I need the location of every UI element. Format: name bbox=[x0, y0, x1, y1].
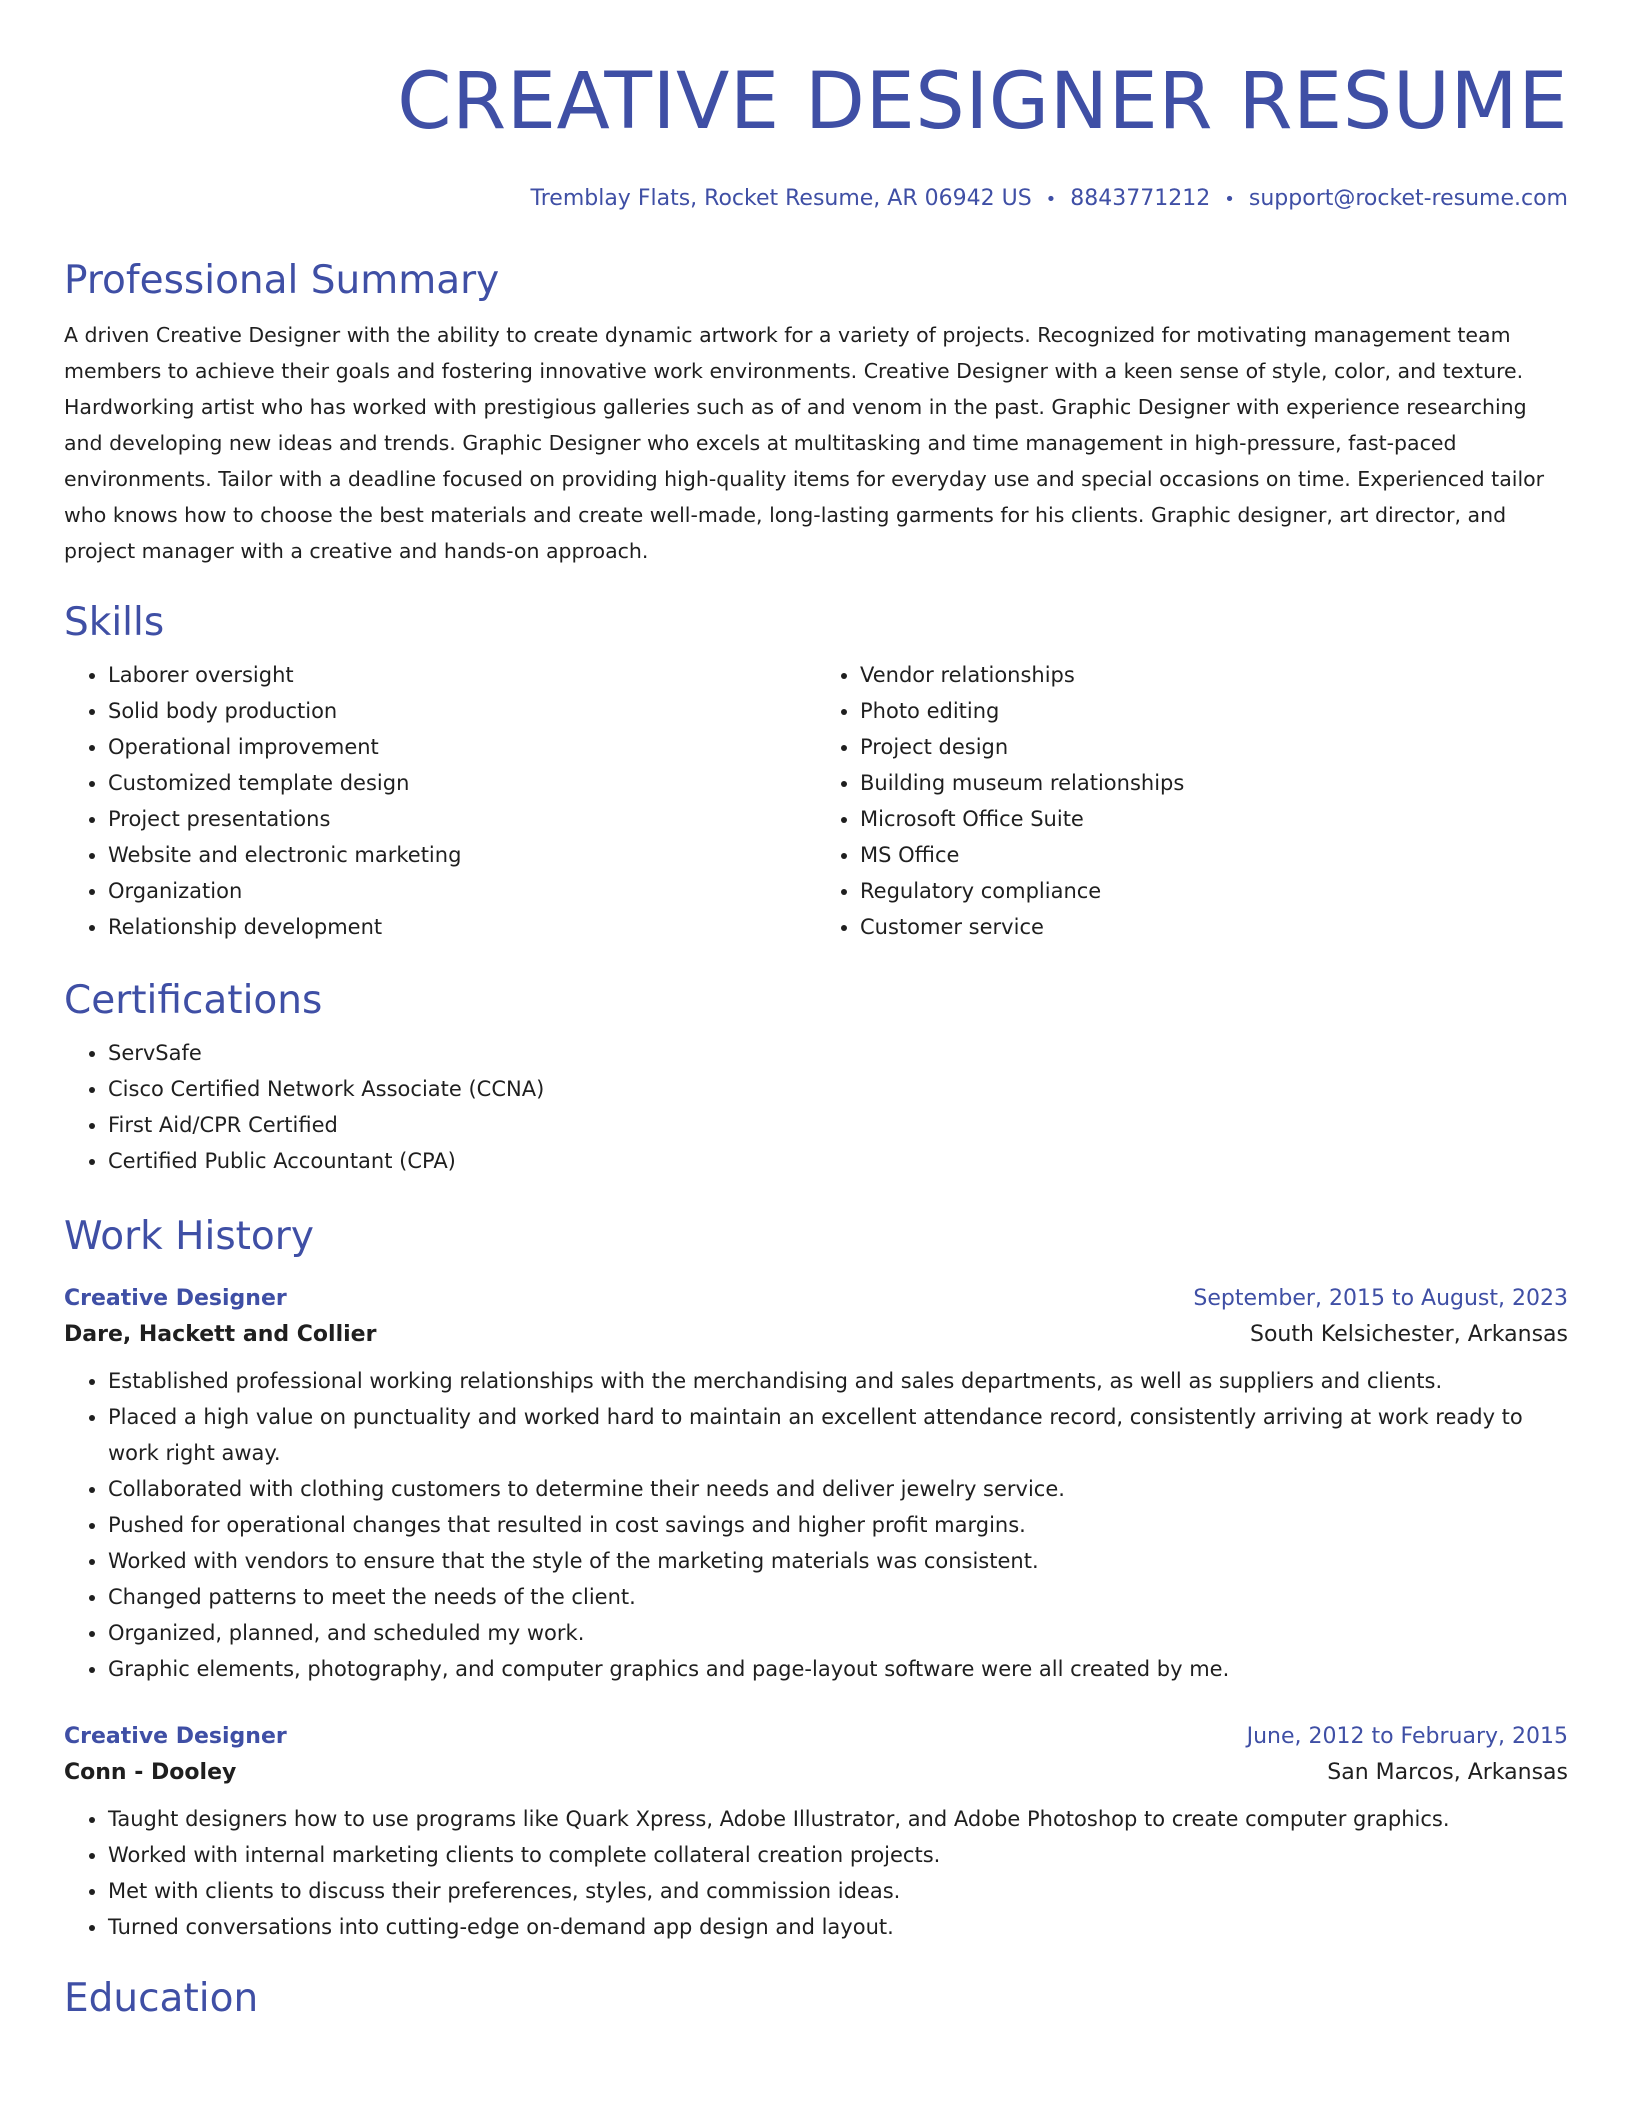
skills-list-left bbox=[64, 657, 816, 945]
job-company: Conn - Dooley bbox=[64, 1760, 237, 1785]
summary-text: A driven Creative Designer with the ability to create dynamic artwork for a variety of projects. Recognized for motivating management team members to achieve their goals and fostering innovative work environments. Creative Designer with a keen sense of style, color, and texture. Hardworking artist who has worked with prestigious galleries such as of and venom in the past. Graphic Designer with experience researching and developing new ideas and trends. Graphic Designer who excels at multitasking and time management in high-pressure, fast-paced environments. Tailor with a deadline focused on providing high-quality items for everyday use and special occasions on time. Experienced tailor who knows how to choose the best materials and create well-made, long-lasting garments for his clients. Graphic designer, art director, and project manager with a creative and hands-on approach. bbox=[64, 323, 1545, 563]
contact-separator: • bbox=[1045, 189, 1057, 210]
job-bullet: • Changed patterns to meet the needs of the client. bbox=[108, 1579, 1568, 1615]
resume-title: CREATIVE DESIGNER RESUME bbox=[397, 57, 1568, 147]
skill-item: • Project presentations bbox=[108, 801, 816, 837]
job-bullet: • Placed a high value on punctuality and worked hard to maintain an excellent attendance record, consistently arriving at work ready to work right away. bbox=[108, 1399, 1568, 1471]
job-entry bbox=[64, 1719, 1568, 1945]
job-bullet: • Organized, planned, and scheduled my work. bbox=[108, 1615, 1568, 1651]
skills-list-right bbox=[816, 657, 1568, 945]
skill-item: • Vendor relationships bbox=[860, 657, 1568, 693]
job-company-row bbox=[64, 1755, 1568, 1791]
skill-item: • Solid body production bbox=[108, 693, 816, 729]
skill-item: • Operational improvement bbox=[108, 729, 816, 765]
job-dates: June, 2012 to February, 2015 bbox=[1246, 1724, 1568, 1749]
job-bullet: • Worked with vendors to ensure that the style of the marketing materials was consistent. bbox=[108, 1543, 1568, 1579]
skill-item: • Regulatory compliance bbox=[860, 873, 1568, 909]
job-bullet: • Taught designers how to use programs like Quark Xpress, Adobe Illustrator, and Adobe Photoshop to create computer graphics. bbox=[108, 1801, 1568, 1837]
section-title-summary: Professional Summary bbox=[64, 258, 500, 303]
resume-header bbox=[64, 0, 1568, 215]
job-title-row bbox=[64, 1719, 1568, 1755]
contact-line bbox=[64, 184, 1568, 215]
job-bullet: • Pushed for operational changes that resulted in cost savings and higher profit margins. bbox=[108, 1507, 1568, 1543]
skill-item: • Building museum relationships bbox=[860, 765, 1568, 801]
certification-item: • Cisco Certified Network Associate (CCNA) bbox=[108, 1071, 1568, 1107]
skills-columns bbox=[64, 657, 1568, 945]
skills-section bbox=[64, 597, 1568, 945]
skill-item: • Organization bbox=[108, 873, 816, 909]
contact-address: Tremblay Flats, Rocket Resume, AR 06942 US bbox=[530, 186, 1032, 211]
certification-item: • Certified Public Accountant (CPA) bbox=[108, 1143, 1568, 1179]
certification-item: • First Aid/CPR Certified bbox=[108, 1107, 1568, 1143]
certification-item: • ServSafe bbox=[108, 1035, 1568, 1071]
section-title-skills: Skills bbox=[64, 600, 165, 645]
contact-separator: • bbox=[1224, 189, 1235, 210]
education-section bbox=[64, 1973, 1568, 2025]
job-location: San Marcos, Arkansas bbox=[1327, 1760, 1568, 1785]
certifications-list bbox=[64, 1035, 1568, 1179]
job-bullet: • Worked with internal marketing clients to complete collateral creation projects. bbox=[108, 1837, 1568, 1873]
skill-item: • Relationship development bbox=[108, 909, 816, 945]
job-bullet: • Turned conversations into cutting-edge on-demand app design and layout. bbox=[108, 1909, 1568, 1945]
job-location: South Kelsichester, Arkansas bbox=[1250, 1322, 1568, 1347]
summary-section bbox=[64, 255, 1568, 569]
job-title: Creative Designer bbox=[64, 1286, 287, 1311]
job-bullet: • Graphic elements, photography, and computer graphics and page-layout software were all created by me. bbox=[108, 1651, 1568, 1687]
skill-item: • Website and electronic marketing bbox=[108, 837, 816, 873]
job-title: Creative Designer bbox=[64, 1724, 287, 1749]
certifications-section bbox=[64, 975, 1568, 1179]
job-bullet: • Established professional working relationships with the merchandising and sales departments, as well as suppliers and clients. bbox=[108, 1363, 1568, 1399]
job-bullet: • Collaborated with clothing customers to determine their needs and deliver jewelry service. bbox=[108, 1471, 1568, 1507]
job-title-row bbox=[64, 1281, 1568, 1317]
work-history-section bbox=[64, 1211, 1568, 1945]
skill-item: • Customized template design bbox=[108, 765, 816, 801]
job-company: Dare, Hackett and Collier bbox=[64, 1322, 377, 1347]
job-bullet: • Met with clients to discuss their preferences, styles, and commission ideas. bbox=[108, 1873, 1568, 1909]
contact-phone: 8843771212 bbox=[1070, 186, 1211, 211]
section-title-education: Education bbox=[64, 1976, 259, 2021]
skill-item: • MS Office bbox=[860, 837, 1568, 873]
job-company-row bbox=[64, 1317, 1568, 1353]
contact-email[interactable]: support@rocket-resume.com bbox=[1248, 186, 1568, 211]
skill-item: • Photo editing bbox=[860, 693, 1568, 729]
section-title-certifications: Certifications bbox=[64, 978, 323, 1023]
job-dates: September, 2015 to August, 2023 bbox=[1193, 1286, 1568, 1311]
skill-item: • Project design bbox=[860, 729, 1568, 765]
section-title-work-history: Work History bbox=[64, 1214, 314, 1259]
job-bullets bbox=[64, 1801, 1568, 1945]
skill-item: • Customer service bbox=[860, 909, 1568, 945]
skill-item: • Laborer oversight bbox=[108, 657, 816, 693]
job-entry bbox=[64, 1281, 1568, 1687]
skill-item: • Microsoft Office Suite bbox=[860, 801, 1568, 837]
job-bullets bbox=[64, 1363, 1568, 1687]
